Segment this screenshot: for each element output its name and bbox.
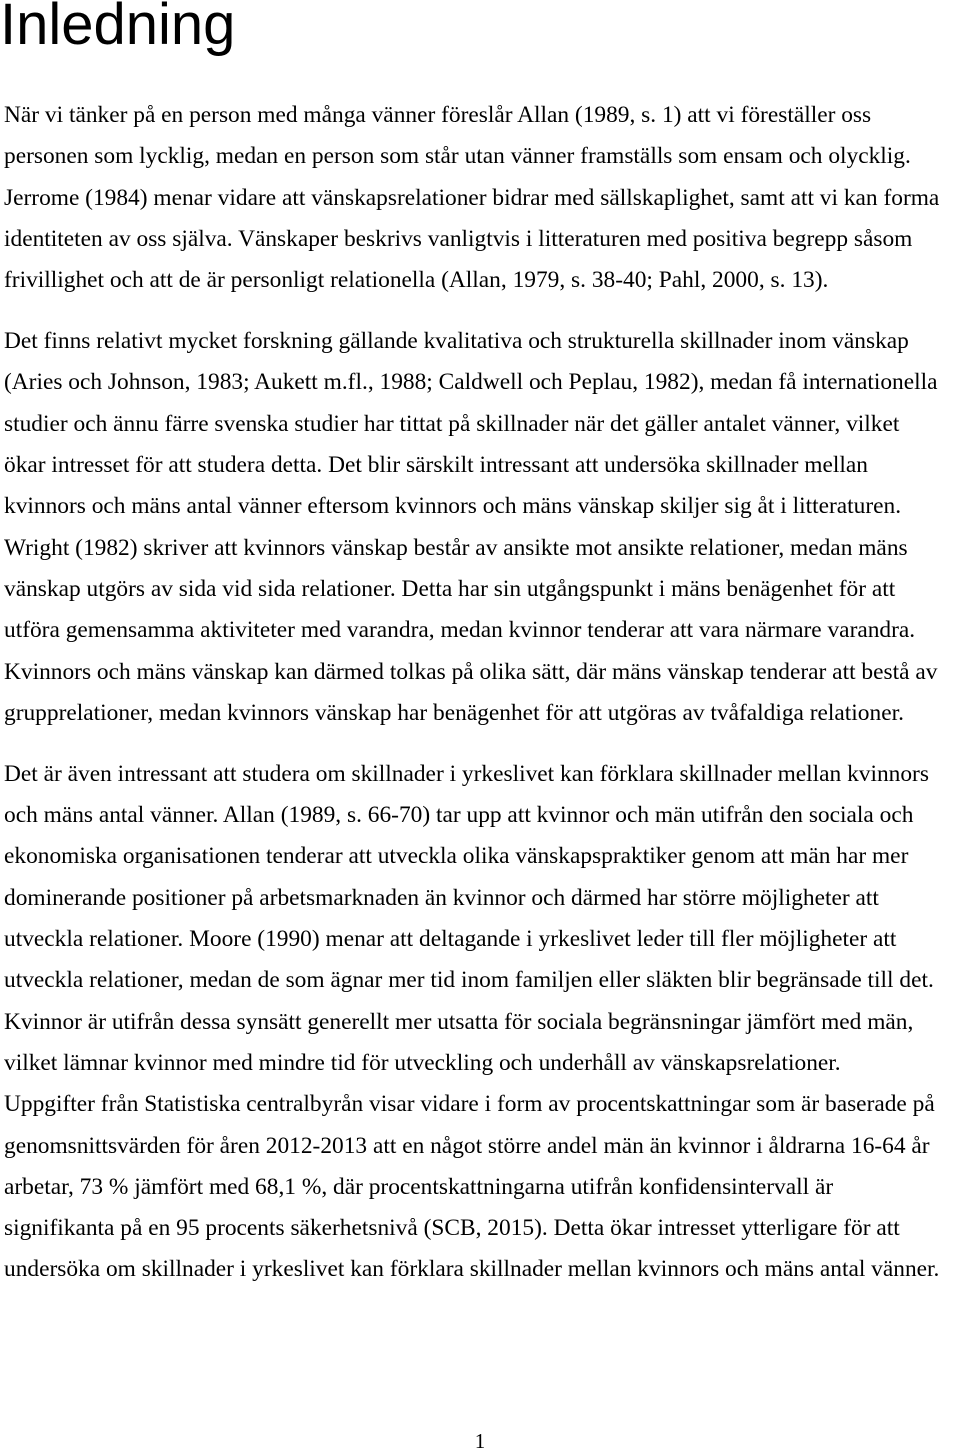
text-line: grupprelationer, medan kvinnors vänskap har benägenhet för att utgöras av tvåfaldiga relationer. (4, 699, 904, 726)
text-line: dominerande positioner på arbetsmarknaden än kvinnor och därmed har större möjligheter att (4, 884, 879, 911)
page-number: 1 (474, 1429, 486, 1453)
paragraph-1 (4, 95, 956, 301)
text-line: (Aries och Johnson, 1983; Aukett m.fl., 1988; Caldwell och Peplau, 1982), medan få internationella (4, 369, 938, 396)
paragraph-2 (4, 321, 956, 734)
text-line: utföra gemensamma aktiviteter med varandra, medan kvinnor tenderar att vara närmare varandra. (4, 617, 916, 644)
text-line: studier och ännu färre svenska studier har tittat på skillnader när det gäller antalet vänner, vilket (4, 410, 900, 437)
text-line: personen som lycklig, medan en person som står utan vänner framställs som ensam och olycklig. (4, 143, 911, 170)
text-line: och mäns antal vänner. Allan (1989, s. 66-70) tar upp att kvinnor och män utifrån den sociala och (4, 802, 914, 829)
text-line: Kvinnor är utifrån dessa synsätt generellt mer utsatta för sociala begränsningar jämfört med män, (4, 1008, 914, 1035)
text-line: arbetar, 73 % jämfört med 68,1 %, där procentskattningarna utifrån konfidensintervall är (4, 1173, 834, 1200)
text-line: vänskap utgörs av sida vid sida relationer. Detta har sin utgångspunkt i mäns benägenhet för att (4, 575, 896, 602)
text-line: utveckla relationer, medan de som ägnar mer tid inom familjen eller släkten blir begränsade till det. (4, 967, 934, 994)
text-line: Kvinnors och mäns vänskap kan därmed tolkas på olika sätt, där mäns vänskap tenderar att bestå av (4, 658, 938, 685)
page-title: Inledning (0, 0, 236, 57)
text-line: Uppgifter från Statistiska centralbyrån visar vidare i form av procentskattningar som är baserade på (4, 1091, 935, 1118)
body-text (4, 95, 956, 1310)
text-line: frivillighet och att de är personligt relationella (Allan, 1979, s. 38-40; Pahl, 2000, s. 13). (4, 267, 829, 294)
text-line: signifikanta på en 95 procents säkerhetsnivå (SCB, 2015). Detta ökar intresset ytterligare för att (4, 1215, 900, 1242)
text-line: utveckla relationer. Moore (1990) menar att deltagande i yrkeslivet leder till fler möjligheter att (4, 926, 897, 953)
text-line: kvinnors och mäns antal vänner eftersom kvinnors och mäns vänskap skiljer sig åt i litteraturen. (4, 493, 902, 520)
text-line: ökar intresset för att studera detta. Det blir särskilt intressant att undersöka skillnader mellan (4, 452, 868, 479)
text-line: vilket lämnar kvinnor med mindre tid för utveckling och underhåll av vänskapsrelationer. (4, 1049, 841, 1076)
paragraph-3 (4, 754, 956, 1291)
text-line: genomsnittsvärden för åren 2012-2013 att en något större andel män än kvinnor i åldrarna 16-64 år (4, 1132, 930, 1159)
text-line: undersöka om skillnader i yrkeslivet kan förklara skillnader mellan kvinnors och mäns antal vänner. (4, 1256, 940, 1283)
text-line: När vi tänker på en person med många vänner föreslår Allan (1989, s. 1) att vi föreställer oss (4, 102, 872, 128)
text-line: Det finns relativt mycket forskning gällande kvalitativa och strukturella skillnader inom vänskap (4, 328, 909, 355)
text-line: identiteten av oss själva. Vänskaper beskrivs vanligtvis i litteraturen med positiva begrepp såsom (4, 225, 913, 252)
text-line: ekonomiska organisationen tenderar att utveckla olika vänskapspraktiker genom att män har mer (4, 843, 909, 870)
text-line: Det är även intressant att studera om skillnader i yrkeslivet kan förklara skillnader mellan kvinnors (4, 760, 929, 787)
text-line: Wright (1982) skriver att kvinnors vänskap består av ansikte mot ansikte relationer, medan mäns (4, 534, 908, 561)
text-line: Jerrome (1984) menar vidare att vänskapsrelationer bidrar med sällskaplighet, samt att vi kan forma (4, 184, 940, 211)
